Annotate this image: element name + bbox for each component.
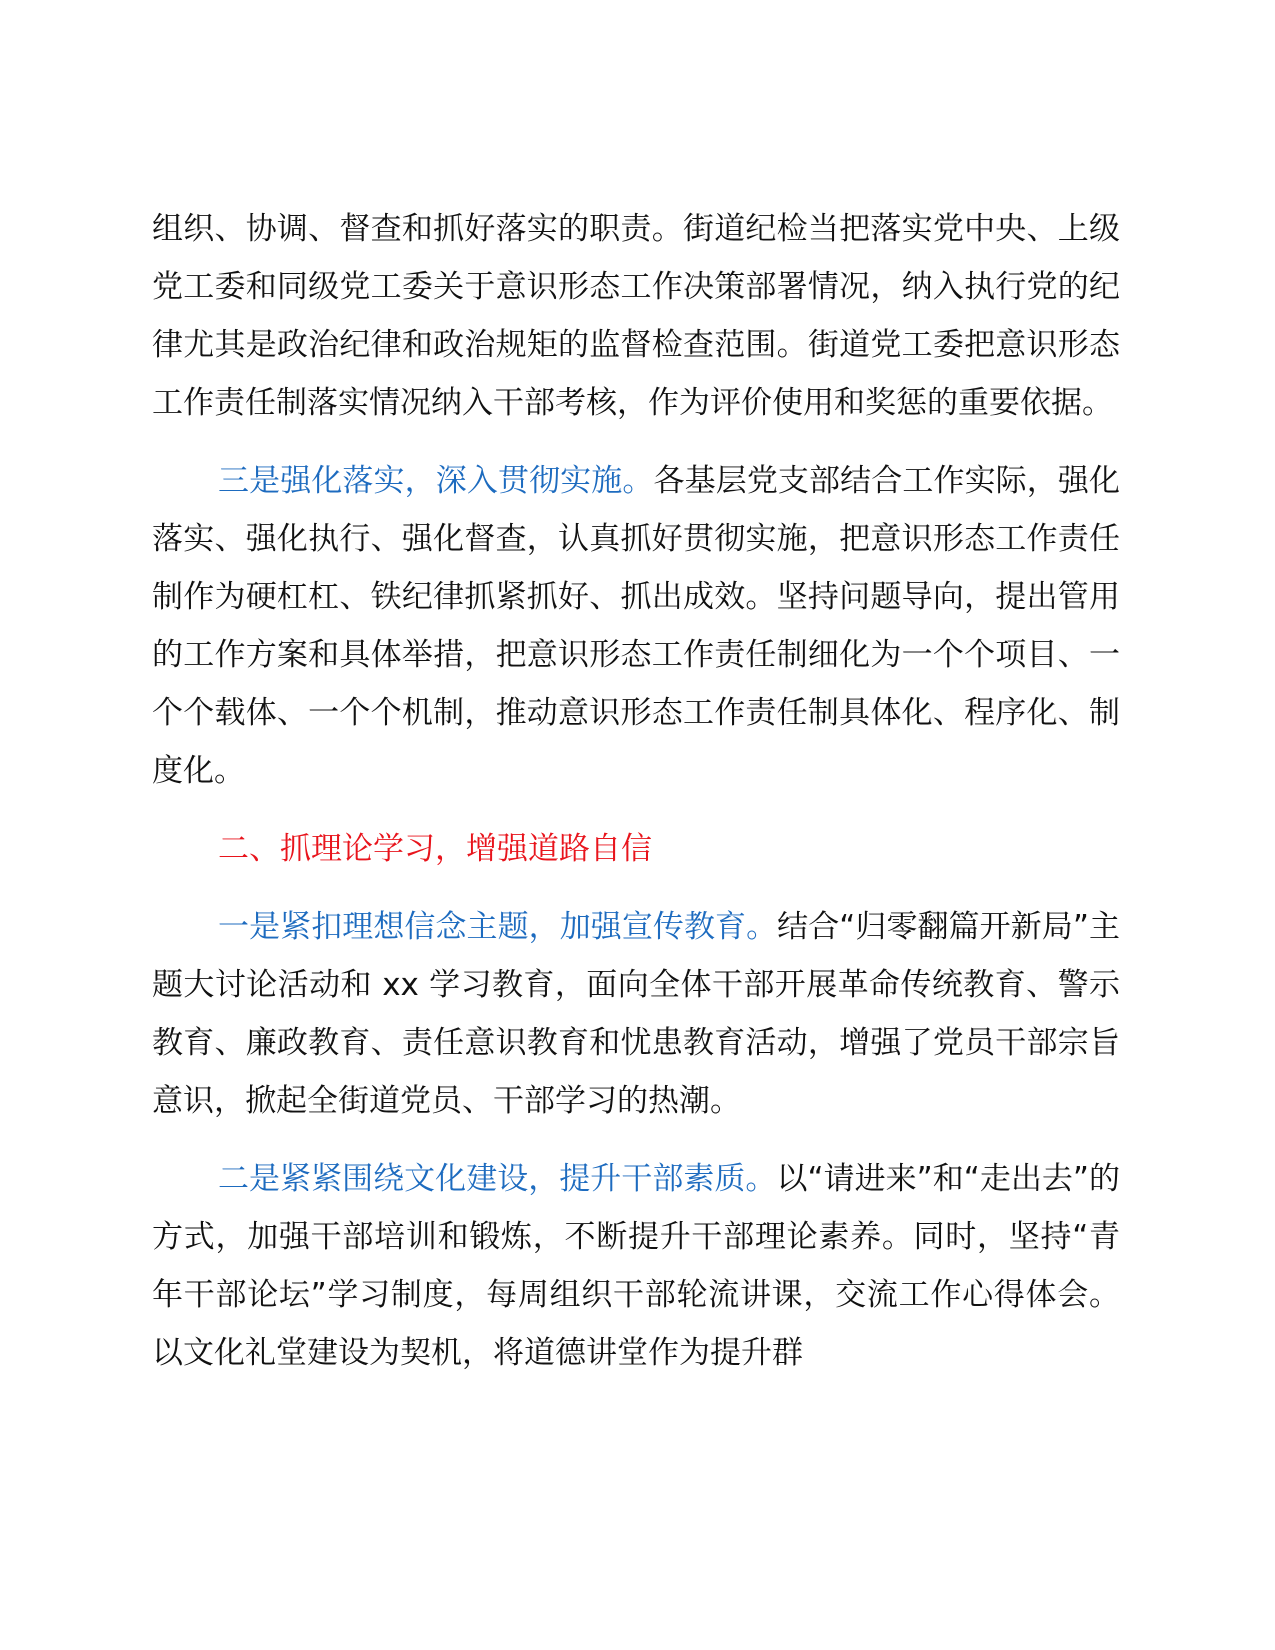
paragraph-lead: 二是紧紧围绕文化建设，提升干部素质。 — [218, 1161, 777, 1197]
paragraph-lead: 三是强化落实，深入贯彻实施。 — [218, 463, 654, 499]
document-body — [152, 200, 1120, 1382]
section-heading: 二、抓理论学习，增强道路自信 — [218, 831, 652, 867]
paragraph-point-one — [152, 898, 1120, 1130]
paragraph-lead: 一是紧扣理想信念主题，加强宣传教育。 — [218, 909, 778, 945]
paragraph-text: 组织、协调、督查和抓好落实的职责。街道纪检当把落实党中央、上级党工委和同级党工委关于意识形态工作决策部署情况，纳入执行党的纪律尤其是政治纪律和政治规矩的监督检查范围。街道党工委把意识形态工作责任制落实情况纳入干部考核，作为评价使用和奖惩的重要依据。 — [152, 211, 1120, 421]
paragraph-text: 结合“归零翻篇开新局”主题大讨论活动和 xx 学习教育，面向全体干部开展革命传统教育、警示教育、廉政教育、责任意识教育和忧患教育活动，增强了党员干部宗旨意识，掀起全街道党员、干部学习的热潮。 — [152, 909, 1121, 1119]
paragraph-point-two — [152, 1150, 1120, 1382]
paragraph-text: 各基层党支部结合工作实际，强化落实、强化执行、强化督查，认真抓好贯彻实施，把意识形态工作责任制作为硬杠杠、铁纪律抓紧抓好、抓出成效。坚持问题导向，提出管用的工作方案和具体举措，把意识形态工作责任制细化为一个个项目、一个个载体、一个个机制，推动意识形态工作责任制具体化、程序化、制度化。 — [152, 463, 1120, 789]
paragraph-continuation — [152, 200, 1120, 432]
paragraph-text: 以“请进来”和“走出去”的方式，加强干部培训和锻炼，不断提升干部理论素养。同时，坚持“青年干部论坛”学习制度，每周组织干部轮流讲课，交流工作心得体会。以文化礼堂建设为契机，将道德讲堂作为提升群 — [152, 1161, 1120, 1371]
paragraph-point-three — [152, 452, 1120, 800]
